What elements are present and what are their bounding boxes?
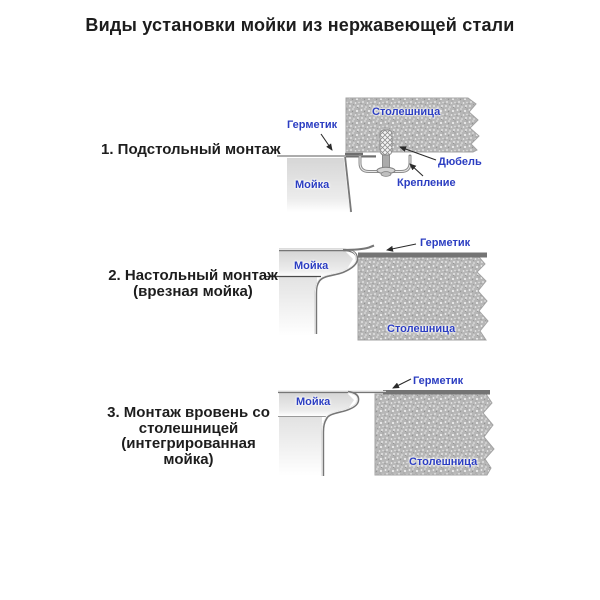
label-countertop-1: Столешница [372,106,441,118]
sealant-strip [358,253,487,258]
sealant-arrow [393,379,411,388]
label-sealant-1: Герметик [287,119,338,131]
sink-lower-fill [279,276,317,336]
label-sink-2: Мойка [294,260,329,272]
sealant-strip [383,390,490,395]
screw-tip [381,172,391,177]
label-sink-3: Мойка [296,396,331,408]
label-sink-1: Мойка [295,179,330,191]
label-dowel: Дюбель [438,156,482,168]
section-3-title-line: 3. Монтаж вровень со [107,404,270,421]
label-sealant-2: Герметик [420,237,471,249]
section-3-title [96,405,281,467]
dowel-hatched [380,130,392,155]
section-3-title-line: столешницей [138,419,239,437]
section-2-title-line: 2. Настольный монтаж [108,267,278,284]
section-2-title-line: (врезная мойка) [133,282,253,300]
label-sealant-3: Герметик [413,375,464,387]
label-countertop-2: Столешница [387,323,456,335]
label-countertop-3: Столешница [409,456,478,468]
section-3-title-line: (интегрированная мойка) [121,435,256,468]
section-1-title-line: 1. Подстольный монтаж [101,141,281,158]
fastener-arrow [410,164,423,176]
sink-lip [343,246,374,251]
section-2-title [108,268,278,299]
section-1-title [101,142,280,158]
sealant-arrow [387,244,416,250]
label-fastener: Крепление [397,177,456,189]
page-title: Виды установки мойки из нержавеющей стали [85,15,515,35]
sink-lower-fill [279,417,322,476]
sealant-arrow [321,134,332,150]
